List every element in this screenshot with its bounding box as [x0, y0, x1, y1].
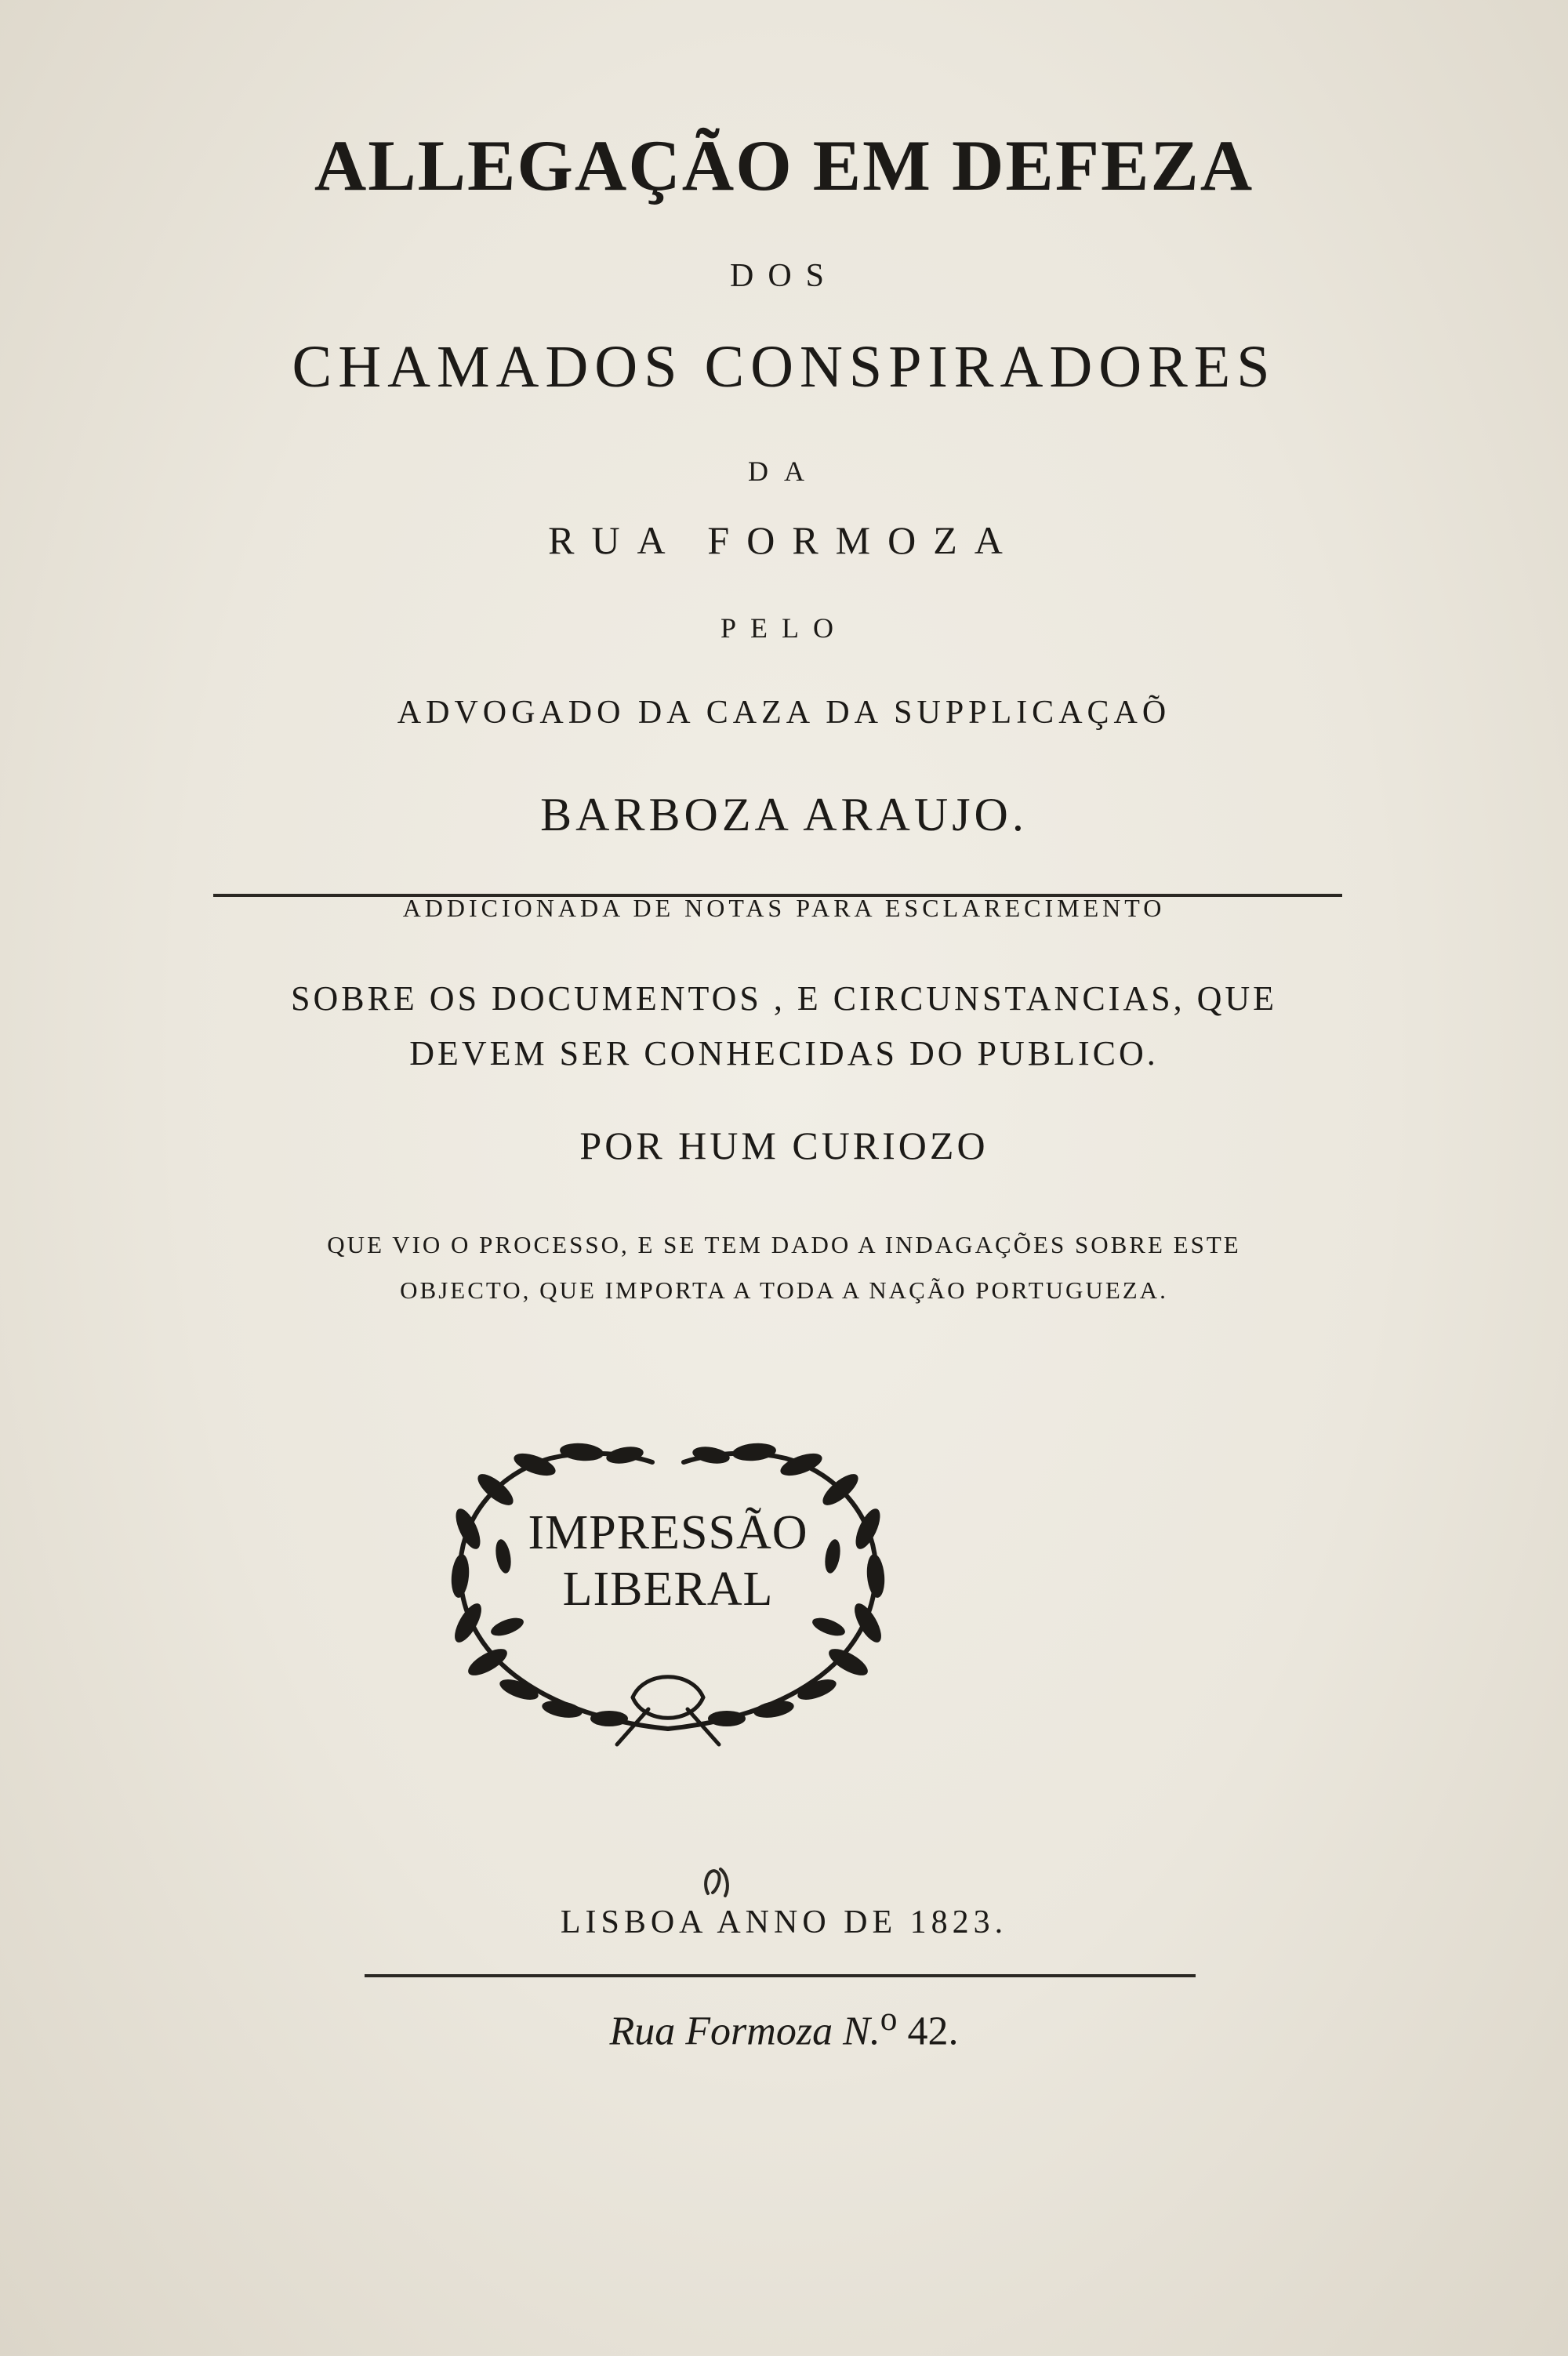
addition-line-3: DEVEM SER CONHECIDAS DO PUBLICO.	[409, 1034, 1159, 1073]
author-name: BARBOZA ARAUJO.	[540, 789, 1028, 840]
emblem-text-line-2: LIBERAL	[562, 1563, 774, 1616]
imprint-address-street: Rua Formoza N.	[609, 2009, 880, 2054]
imprint-address-number: 42.	[897, 2009, 959, 2054]
imprint-address	[0, 1999, 1568, 2054]
title-connector-pelo: PELO	[720, 612, 848, 644]
description-line-1: QUE VIO O PROCESSO, E SE TEM DADO A INDAGAÇÕES SOBRE ESTE	[327, 1231, 1241, 1258]
by-line: POR HUM CURIOZO	[579, 1124, 989, 1167]
description-line-2: OBJECTO, QUE IMPORTA A TODA A NAÇÃO PORTUGUEZA.	[400, 1276, 1168, 1304]
title-street: RUA FORMOZA	[548, 518, 1020, 562]
addition-line: ADDICIONADA DE NOTAS PARA ESCLARECIMENTO	[402, 894, 1166, 922]
addition-line-2: SOBRE OS DOCUMENTOS , E CIRCUNSTANCIAS, QUE	[290, 979, 1277, 1018]
divider-rule-bottom	[365, 1974, 1196, 1977]
page-title: ALLEGAÇÃO EM DEFEZA	[314, 125, 1254, 205]
title-subject: CHAMADOS CONSPIRADORES	[292, 334, 1276, 400]
imprint-address-ordinal: o	[880, 2000, 898, 2038]
title-connector-dos: DOS	[729, 258, 839, 294]
emblem-text-line-1: IMPRESSÃO	[528, 1506, 808, 1559]
imprint-place-date: LISBOA ANNO DE 1823.	[560, 1904, 1008, 1940]
handwritten-mark-icon	[694, 1858, 741, 1905]
author-title: ADVOGADO DA CAZA DA SUPPLICAÇAÕ	[397, 695, 1171, 731]
title-connector-da: DA	[748, 456, 820, 487]
